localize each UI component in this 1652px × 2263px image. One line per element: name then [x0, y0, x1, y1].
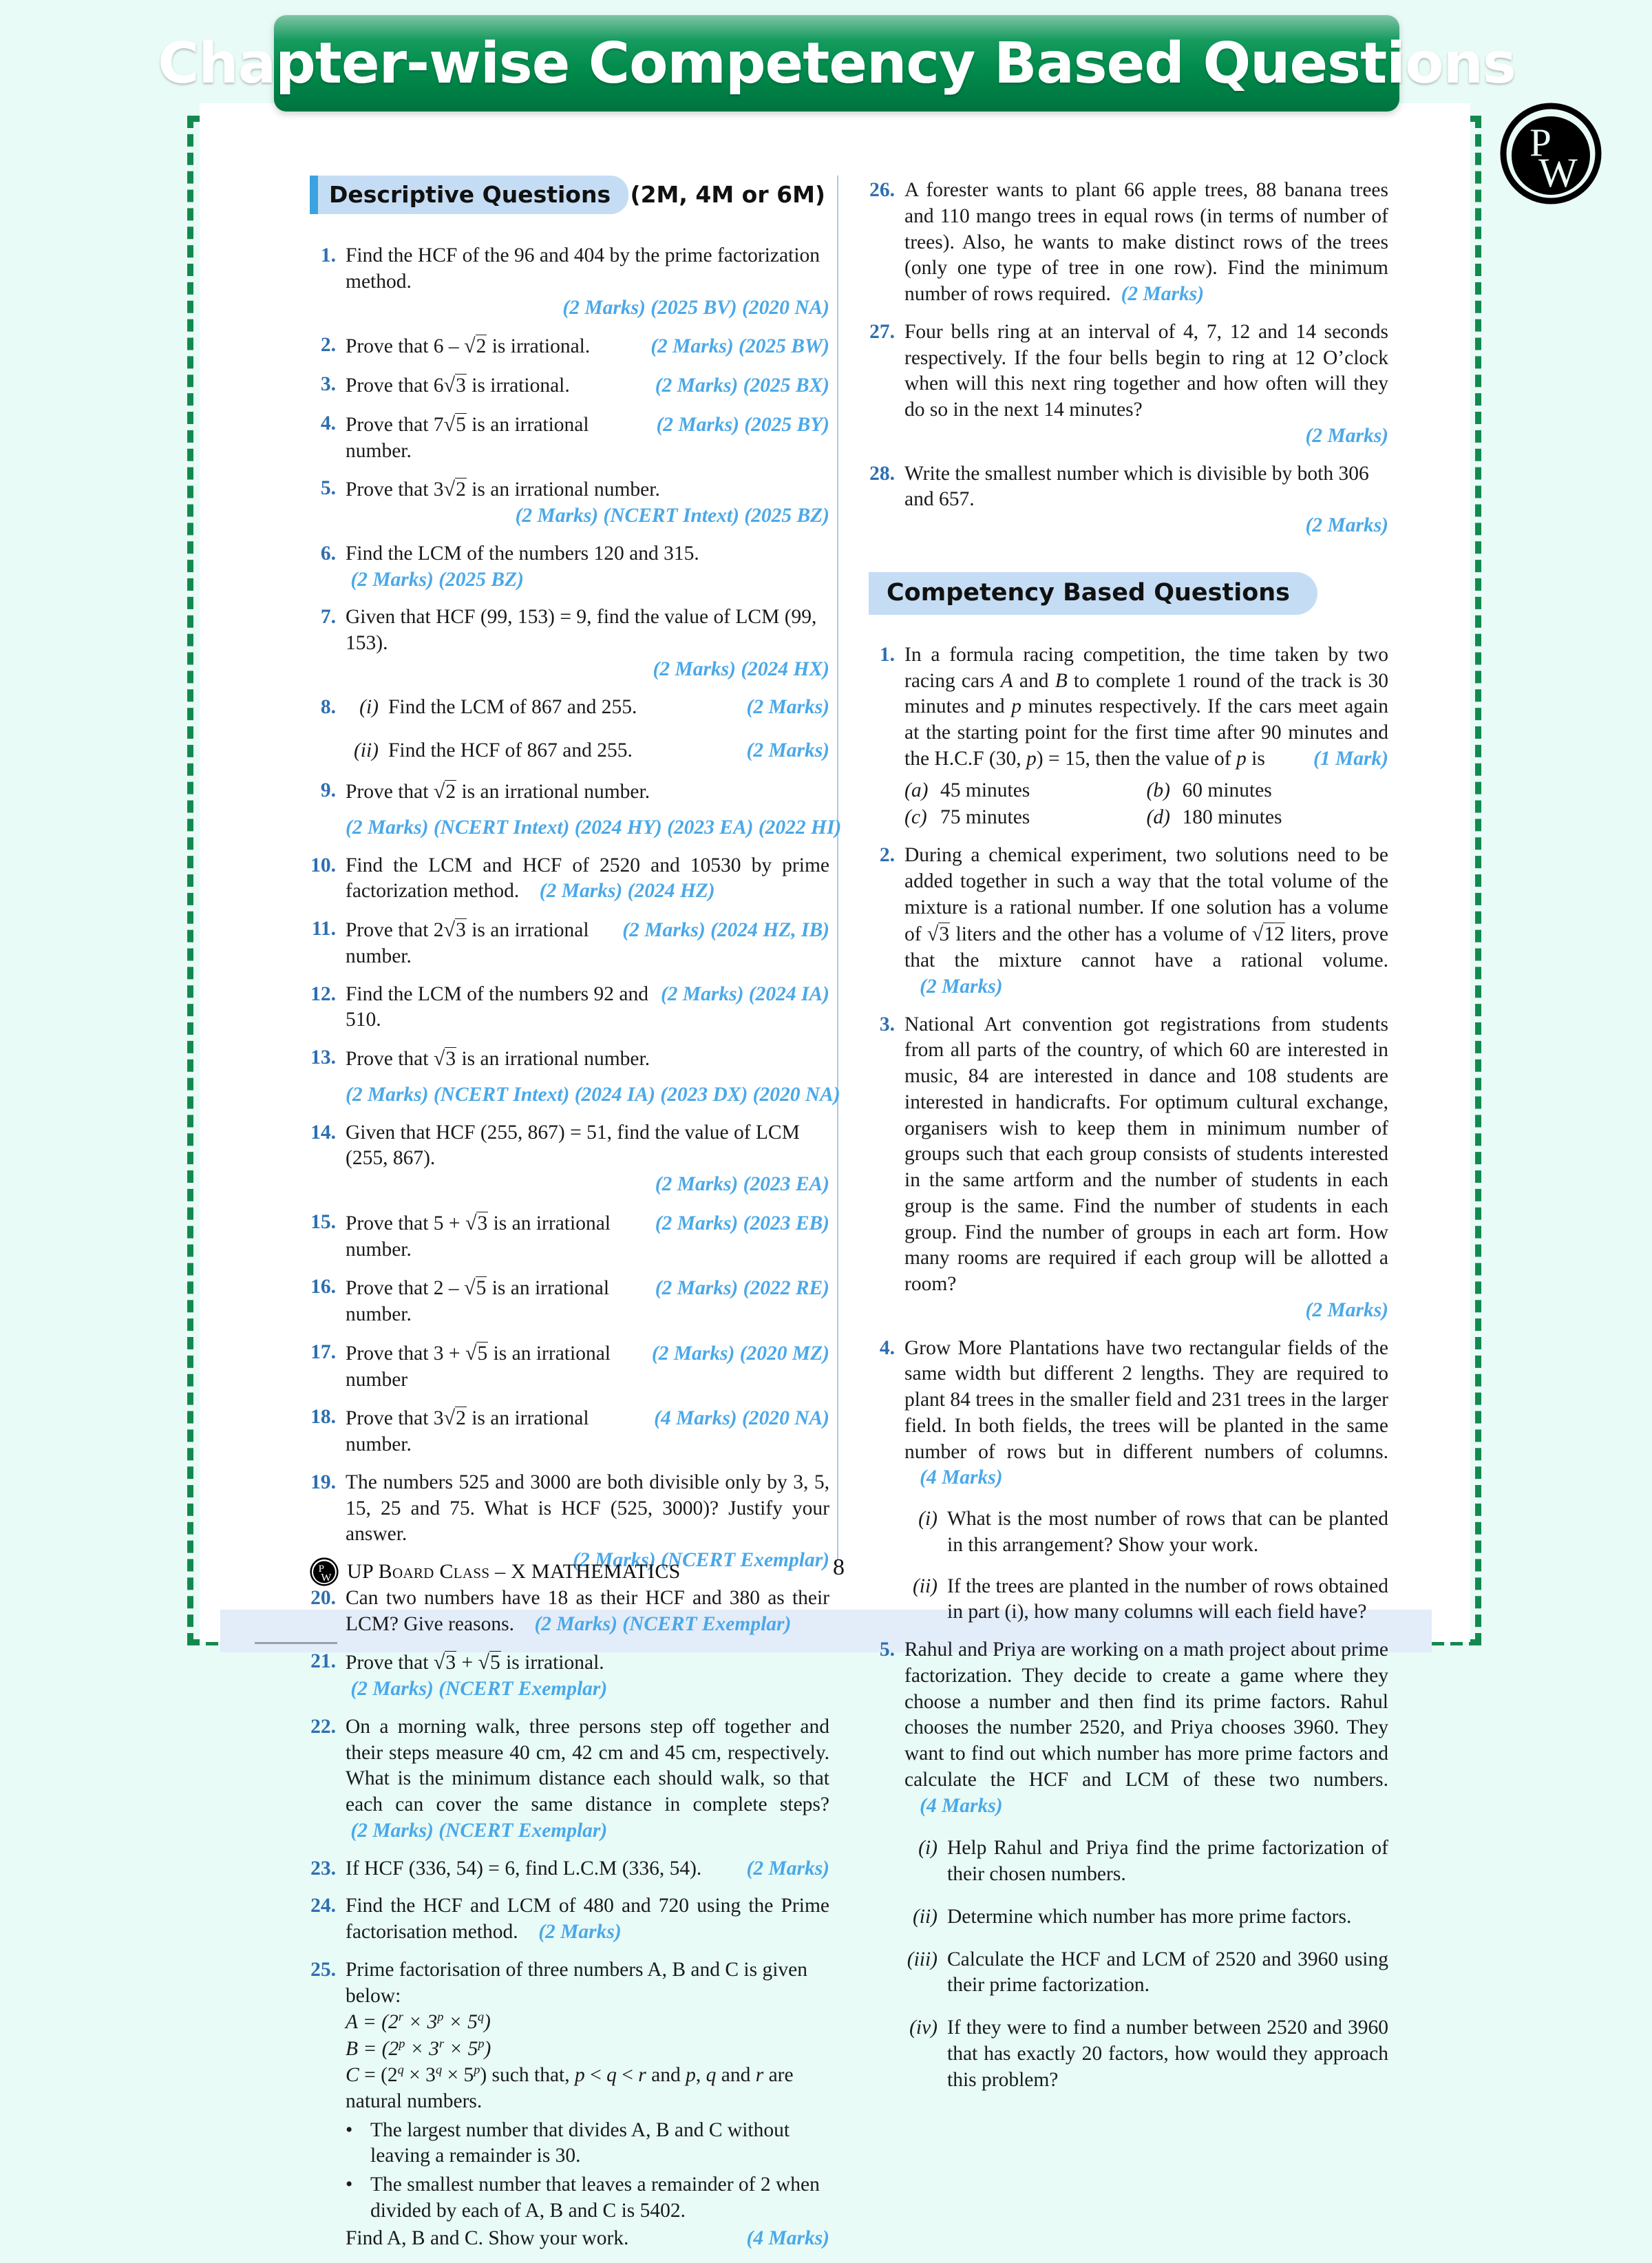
question-tag: (2 Marks) — [1305, 514, 1388, 536]
sqrt-icon: √2 — [464, 334, 487, 358]
question-number: 25. — [310, 1958, 336, 1981]
var-A: A — [1000, 669, 1013, 692]
question-text-pre: Prove that — [346, 1048, 434, 1070]
subpart-label: (i) — [359, 695, 379, 718]
question-tag: (2 Marks) (2025 BW) — [650, 335, 829, 358]
question-text: Can two numbers have 18 as their HCF and 380 as their LCM? Give reasons. — [346, 1586, 829, 1635]
question-number: 11. — [311, 918, 336, 940]
question-item — [310, 916, 829, 970]
option-key: (a) — [904, 779, 929, 801]
sqrt-icon: √2 — [443, 1406, 466, 1430]
formula-b: $B = (2^p \times 3^r \times 5^p)$ — [346, 2036, 491, 2060]
question-text: Find the LCM and HCF of 2520 and 10530 by prime factorization method. — [346, 854, 829, 903]
subpart-text: If they were to find a number between 2520 and 3960 that has exactly 20 factors, how would they approach this problem? — [947, 2017, 1388, 2091]
question-tag: (2 Marks) (2024 HZ, IB) — [622, 919, 829, 941]
question-tag: (2 Marks) (NCERT Exemplar) — [534, 1612, 792, 1635]
question-tag: (2 Marks) (2023 EB) — [655, 1212, 829, 1234]
question-number: 16. — [310, 1276, 336, 1298]
question-tag: (2 Marks) — [1305, 1298, 1388, 1321]
subpart-label: (ii) — [353, 739, 379, 762]
question-tag: (2 Marks) (NCERT Exemplar) — [350, 1819, 608, 1842]
question-text-pre: Prove that — [346, 1652, 434, 1674]
option-key: (c) — [904, 806, 927, 829]
bullet-text: The smallest number that leaves a remainder of 2 when divided by each of A, B and C is 5402. — [370, 2173, 820, 2222]
descriptive-section-header — [310, 176, 829, 214]
sqrt-icon: √3 — [465, 1210, 488, 1234]
question-number: 20. — [310, 1586, 336, 1609]
question-text: On a morning walk, three persons step off together and their steps measure 40 cm, 42 cm and 45 cm, respectively. What is the minimum distance each should walk, so that each can cover the same distance in complete steps? — [346, 1715, 829, 1815]
option-text: 75 minutes — [940, 806, 1030, 829]
question-item — [869, 1012, 1388, 1324]
bottom-rule — [255, 1642, 337, 1644]
column-divider — [837, 176, 838, 1559]
question-tag: (2 Marks) — [538, 1921, 622, 1943]
question-text: Four bells ring at an interval of 4, 7, 12 and 14 seconds respectively. If the four bells begin to ring at 12 O’clock when will this next ring together and how often will they do so in the next 14 minutes? — [904, 320, 1388, 421]
question-item — [310, 1120, 829, 1198]
question-tag: (2 Marks) (2025 BV) (2020 NA) — [562, 296, 829, 319]
bullet-item: • The smallest number that leaves a remainder of 2 when divided by each of A, B and C is 5402. — [346, 2172, 829, 2224]
var-p: p — [1011, 695, 1021, 718]
question-number: 13. — [310, 1046, 336, 1069]
sqrt-icon: √5 — [464, 1276, 487, 1300]
question-text: Given that HCF (255, 867) = 51, find the value of LCM (255, 867). — [346, 1121, 800, 1170]
option-text: 60 minutes — [1182, 779, 1272, 801]
question-text-b: and — [1013, 669, 1055, 692]
question-item — [310, 1714, 829, 1844]
question-number: 8. — [320, 695, 336, 718]
question-tag: (2 Marks) (2022 RE) — [655, 1277, 829, 1300]
subpart-label: (iii) — [907, 1948, 938, 1970]
question-item — [310, 1957, 829, 2252]
question-item — [310, 604, 829, 682]
question-item — [310, 1649, 829, 1703]
question-tag: (2 Marks) — [920, 975, 1003, 998]
sqrt-icon: √2 — [443, 477, 466, 501]
question-item — [310, 541, 829, 593]
question-text-pre: Prove that 3 + — [346, 1342, 465, 1365]
question-text-post: is an irrational number. — [346, 1212, 611, 1261]
question-text-pre: Prove that 3 — [346, 1407, 444, 1430]
question-text-post: is irrational. — [487, 335, 591, 358]
page-number: 8 — [833, 1555, 845, 1580]
question-text: Write the smallest number which is divisible by both 306 and 657. — [904, 462, 1369, 511]
question-tag: (2 Marks) (2024 HX) — [653, 657, 829, 680]
question-tag: (2 Marks) (NCERT Exemplar) — [350, 1678, 608, 1700]
svg-text:P: P — [318, 1564, 325, 1575]
question-tag: (2 Marks) (NCERT Intext) (2024 IA) (2023 DX) (2020 NA) — [346, 1083, 840, 1106]
question-text-post: is an irrational number. — [346, 413, 589, 462]
question-text-post: is an irrational number. — [456, 781, 650, 803]
question-text-pre: Prove that 5 + — [346, 1212, 465, 1234]
question-tag: (4 Marks) — [746, 2227, 829, 2249]
sqrt-icon: √3 — [433, 1650, 456, 1674]
question-number: 1. — [320, 244, 336, 266]
descriptive-questions-pill — [310, 176, 628, 214]
formula-c: $C = (2^q \times 3^q \times 5^p)$ such that, p < q < r and p, q and r are natural numbers. — [346, 2063, 794, 2112]
question-item — [310, 476, 829, 529]
question-text: The numbers 525 and 3000 are both divisible only by 3, 5, 15, 25 and 75. What is HCF (525, 3000)? Justify your answer. — [346, 1471, 829, 1546]
svg-text:P: P — [1529, 121, 1552, 165]
question-text-a: In a formula racing competition, the time taken by two racing cars — [904, 643, 1388, 692]
option-b[interactable] — [1147, 778, 1389, 804]
descriptive-marks-hint: (2M, 4M or 6M) — [630, 180, 825, 208]
question-item — [869, 319, 1388, 450]
plus-sign: + — [456, 1652, 478, 1674]
question-text-post: is an irrational number. — [346, 1277, 610, 1325]
question-number: 2. — [879, 844, 895, 866]
question-item — [310, 1340, 829, 1393]
question-text-pre: Prove that 2 – — [346, 1277, 465, 1300]
var-p: p — [1236, 747, 1247, 770]
question-item — [310, 1856, 829, 1882]
question-text-pre: Prove that 6 – — [346, 335, 465, 358]
question-text-post: is an irrational number. — [456, 1048, 650, 1070]
question-number: 10. — [310, 854, 336, 876]
svg-text:W: W — [1538, 150, 1578, 196]
question-number: 14. — [310, 1121, 336, 1144]
question-closing: Find A, B and C. Show your work. — [346, 2227, 629, 2249]
question-tag: (2 Marks) (NCERT Intext) (2025 BZ) — [515, 505, 829, 527]
subpart-label: (i) — [918, 1837, 938, 1860]
question-item — [310, 1893, 829, 1946]
subpart-text: Find the HCF of 867 and 255. — [388, 739, 633, 762]
question-tag: (2 Marks) (2020 MZ) — [651, 1342, 829, 1365]
question-text: Grow More Plantations have two rectangular fields of the same width but different 2 lengths. They are required to plant 84 trees in the smaller field and 231 trees in the larger field. In both fields, the trees will be planted in the same number of rows but in different numbers of columns. — [904, 1336, 1388, 1463]
sqrt-icon: √2 — [433, 779, 456, 803]
var-p: p — [1026, 747, 1037, 770]
sqrt-icon: √3 — [926, 922, 950, 946]
question-tag: (2 Marks) (2024 IA) — [660, 982, 829, 1005]
var-B: B — [1055, 669, 1068, 692]
subpart-label: (iv) — [909, 2017, 938, 2039]
question-item — [310, 853, 829, 905]
question-text-post: is irrational. — [500, 1652, 604, 1674]
bullet-list — [346, 2118, 829, 2224]
question-tag: (2 Marks) (2024 HZ) — [539, 880, 715, 903]
question-text: Find the LCM of the numbers 120 and 315. — [346, 542, 699, 565]
question-item — [310, 695, 829, 765]
question-item — [310, 1045, 840, 1108]
question-number: 3. — [879, 1013, 895, 1035]
question-text: Given that HCF (99, 153) = 9, find the value of LCM (99, 153). — [346, 606, 817, 654]
question-tag: (2 Marks) (2025 BY) — [656, 413, 829, 436]
question-tag: (1 Mark) — [1313, 747, 1388, 770]
question-item — [310, 372, 829, 399]
question-text: Rahul and Priya are working on a math project about prime factorization. They decide to create a game where they choose a number and then find its prime factors. Rahul chooses the number 2520, and Priya chooses 3960. They want to find out which number has more prime factors and calculate the HCF and LCM of these two numbers. — [904, 1639, 1388, 1791]
question-text-post: is an irrational number. — [466, 478, 660, 501]
question-text: Find the HCF and LCM of 480 and 720 using the Prime factorisation method. — [346, 1895, 829, 1943]
question-tag: (2 Marks) (2025 BZ) — [350, 568, 524, 591]
page-footer — [310, 1557, 1439, 1586]
page-banner — [158, 15, 1516, 112]
question-item — [310, 333, 829, 360]
question-number: 6. — [320, 542, 336, 565]
question-item — [869, 178, 1388, 308]
question-tag: (2 Marks) — [1305, 424, 1388, 447]
question-tag: (4 Marks) — [920, 1466, 1003, 1489]
question-number: 26. — [869, 179, 895, 201]
question-item — [310, 1586, 829, 1638]
question-number: 28. — [869, 462, 895, 485]
option-a[interactable] — [904, 778, 1147, 804]
left-column — [310, 176, 842, 2263]
question-number: 23. — [310, 1857, 336, 1880]
question-text-d: minutes respectively. If the cars meet again at the starting point for the first time after 90 minutes and the H.C.F (30, — [904, 695, 1388, 770]
question-item — [310, 778, 842, 841]
svg-text:W: W — [321, 1572, 332, 1584]
question-tag: (4 Marks) — [920, 1794, 1003, 1817]
question-text-pre: Prove that — [346, 781, 434, 803]
question-text-pre: Prove that 7 — [346, 413, 444, 436]
option-d[interactable] — [1147, 805, 1389, 831]
sqrt-icon: √3 — [443, 373, 466, 397]
subpart-text: What is the most number of rows that can be planted in this arrangement? Show your work. — [947, 1508, 1388, 1556]
subpart-tag: (2 Marks) — [746, 695, 829, 718]
question-number: 5. — [320, 477, 336, 500]
question-item — [310, 1274, 829, 1328]
sqrt-icon: √5 — [443, 412, 466, 436]
question-text: Find the LCM of the numbers 92 and 510. — [346, 982, 648, 1031]
question-tag: (4 Marks) (2020 NA) — [654, 1407, 829, 1430]
option-text: 180 minutes — [1182, 806, 1282, 829]
question-text: If HCF (336, 54) = 6, find L.C.M (336, 54). — [346, 1857, 702, 1880]
competency-questions-label: Competency Based Questions — [887, 579, 1290, 607]
sqrt-icon: √3 — [433, 1046, 456, 1070]
descriptive-questions-label: Descriptive Questions — [329, 180, 611, 208]
option-key: (b) — [1146, 779, 1170, 801]
question-text-post: is irrational. — [466, 375, 570, 397]
bullet-text: The largest number that divides A, B and C without leaving a remainder is 30. — [370, 2118, 790, 2167]
option-c[interactable] — [904, 805, 1147, 831]
subpart-text: Determine which number has more prime factors. — [947, 1905, 1352, 1928]
right-column — [869, 178, 1388, 2105]
question-number: 4. — [879, 1336, 895, 1359]
question-number: 27. — [869, 320, 895, 343]
question-item — [310, 1210, 829, 1263]
question-number: 17. — [310, 1340, 336, 1363]
question-text-post: is an irrational number. — [346, 1407, 589, 1455]
question-text-pre: Prove that 3 — [346, 478, 444, 501]
question-item — [869, 843, 1388, 1000]
question-number: 21. — [310, 1650, 336, 1673]
question-text-post: liters, prove that the mixture cannot have a rational volume. — [904, 923, 1389, 971]
question-number: 2. — [320, 334, 336, 357]
subpart-text: Calculate the HCF and LCM of 2520 and 3960 using their prime factorization. — [947, 1948, 1388, 1997]
question-text-post: is an irrational number. — [346, 919, 589, 967]
question-text: Prime factorisation of three numbers A, B and C is given below: — [346, 1958, 807, 2007]
banner-title: Chapter-wise Competency Based Questions — [158, 30, 1516, 96]
question-number: 24. — [310, 1895, 336, 1917]
question-number: 3. — [320, 373, 336, 395]
question-number: 15. — [310, 1210, 336, 1233]
question-number: 5. — [879, 1639, 895, 1661]
question-text-c: to complete 1 round of the track is 30 minutes and — [904, 669, 1389, 718]
question-tag: (2 Marks) — [1121, 283, 1205, 305]
question-number: 18. — [310, 1406, 336, 1429]
pw-footer-logo-icon — [310, 1557, 339, 1586]
question-text-mid: liters and the other has a volume of — [950, 923, 1252, 946]
question-text-pre: During a chemical experiment, two solutions need to be added together in such a way that the total volume of the mixture is a rational number. If one solution has a volume of — [904, 844, 1388, 946]
question-text-pre: Prove that 6 — [346, 375, 444, 397]
question-item — [310, 982, 829, 1034]
bullet-item: • The largest number that divides A, B and C without leaving a remainder is 30. — [346, 2118, 829, 2170]
question-number: 22. — [310, 1715, 336, 1738]
question-tag: (2 Marks) (NCERT Intext) (2024 HY) (2023 EA) (2022 HI) — [346, 816, 842, 839]
question-text: A forester wants to plant 66 apple trees, 88 banana trees and 110 mango trees in equal rows (in terms of number of trees). Also, he wants to make distinct rows of the trees (only one type of tree in one row). Find the minimum number of rows required. — [904, 179, 1388, 305]
question-tag: (2 Marks) (2025 BX) — [655, 375, 829, 397]
formula-a: $A = (2^r \times 3^p \times 5^q)$ — [346, 2010, 491, 2034]
question-text-pre: Prove that 2 — [346, 919, 444, 941]
question-number: 1. — [879, 643, 895, 666]
sqrt-icon: √5 — [465, 1340, 488, 1365]
question-item — [869, 642, 1388, 831]
question-tag: (2 Marks) (2023 EA) — [655, 1173, 829, 1195]
subpart-label: (ii) — [912, 1575, 938, 1597]
sqrt-icon: √3 — [443, 918, 466, 941]
subpart-tag: (2 Marks) — [746, 739, 829, 762]
question-tag: (2 Marks) (NCERT Exemplar) — [573, 1549, 829, 1571]
question-tag: (2 Marks) — [746, 1857, 829, 1880]
pw-logo-icon — [1499, 102, 1602, 205]
question-text-post: is an irrational number — [346, 1342, 611, 1391]
subpart-label: (ii) — [912, 1905, 938, 1928]
question-text-f: is — [1246, 747, 1265, 770]
question-number: 12. — [310, 982, 336, 1005]
question-item — [310, 411, 829, 465]
question-number: 4. — [320, 412, 336, 434]
subpart-text: If the trees are planted in the number of rows obtained in part (i), how many columns will each field have? — [947, 1575, 1388, 1623]
subpart-text: Help Rahul and Priya find the prime factorization of their chosen numbers. — [947, 1837, 1388, 1885]
subpart-label: (i) — [918, 1508, 938, 1530]
question-item — [869, 461, 1388, 539]
question-item — [310, 1404, 829, 1458]
question-item — [869, 1637, 1388, 2093]
question-item — [310, 243, 829, 321]
question-number: 7. — [320, 606, 336, 629]
question-number: 9. — [320, 779, 336, 801]
question-text: Find the HCF of the 96 and 404 by the prime factorization method. — [346, 244, 820, 293]
question-text: National Art convention got registrations from students from all parts of the country, of which 60 are interested in music, 84 are interested in dance and 108 students are interested in handicrafts. For optimum cultural exchange, organisers wish to keep them in minimum number of groups such that each group consists of students interested in the same artform and the number of students in each group is the same. Find the number of students in each group. Find the number of groups in each art form. How many rooms are required if each group will be allotted a room? — [904, 1013, 1388, 1295]
sqrt-icon: √5 — [478, 1650, 500, 1674]
option-key: (d) — [1146, 806, 1170, 829]
footer-title: UP Board Class – X MATHEMATICS — [347, 1560, 681, 1583]
competency-questions-pill — [869, 572, 1317, 615]
option-text: 45 minutes — [940, 779, 1030, 801]
subpart-text: Find the LCM of 867 and 255. — [388, 695, 637, 718]
question-number: 19. — [310, 1471, 336, 1493]
question-text-e: ) = 15, then the value of — [1036, 747, 1236, 770]
sqrt-icon: √12 — [1251, 922, 1284, 946]
